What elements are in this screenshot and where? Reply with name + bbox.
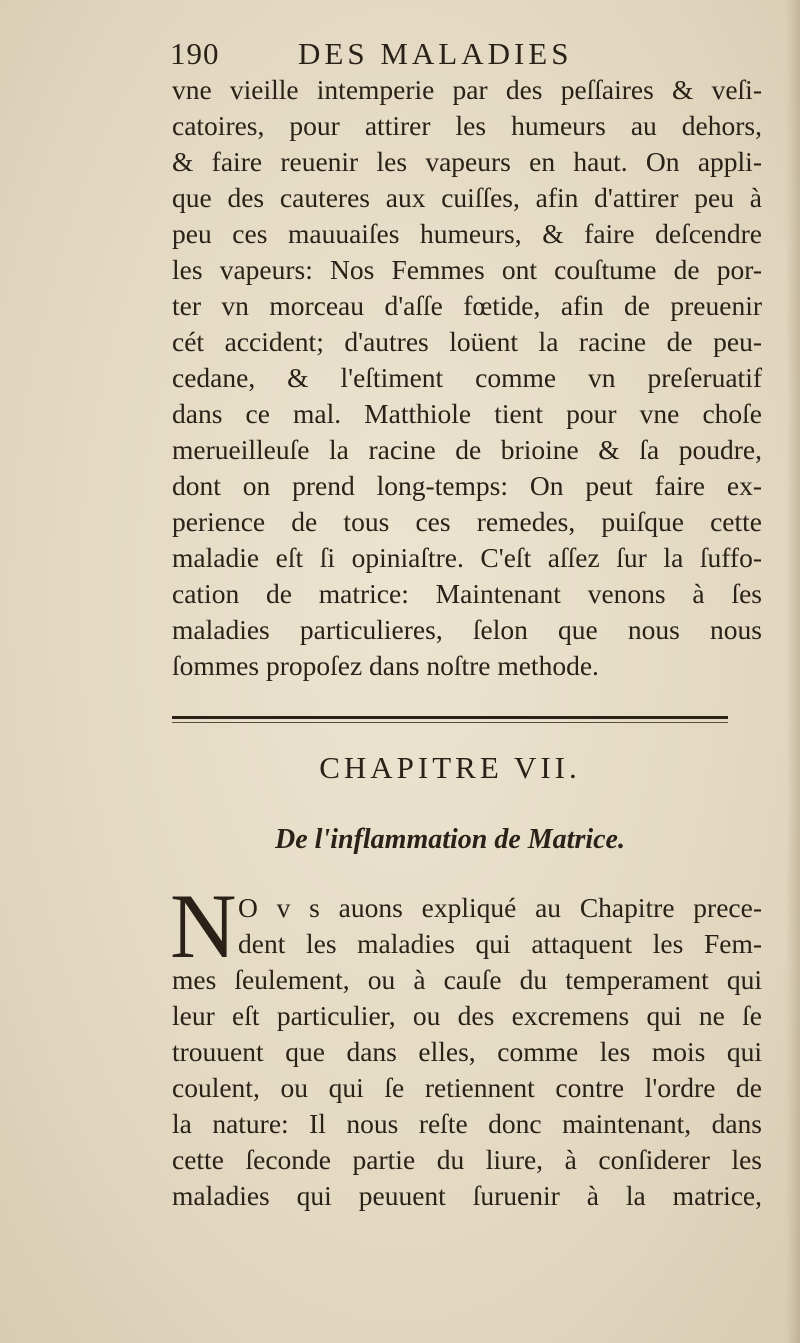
text-line: dent les maladies qui attaquent les Fem- [238,928,762,959]
text-line: vne vieille intemperie par des peſſaires & veſi- [172,74,762,105]
text-line: mes ſeulement, ou à cauſe du temperament qui [172,964,762,995]
text-line: ter vn morceau d'aſſe fœtide, afin de preuenir [172,290,762,321]
text-line: cedane, & l'eſtiment comme vn preſeruatif [172,362,762,393]
text-line: que des cauteres aux cuiſſes, afin d'attirer peu à [172,182,762,213]
chapter-text [172,890,762,1214]
text-line: dans ce mal. Matthiole tient pour vne choſe [172,398,762,429]
text-line: cét accident; d'autres loüent la racine de peu- [172,326,762,357]
text-line: maladies particulieres, ſelon que nous nous [172,614,762,645]
text-line: cation de matrice: Maintenant venons à ſes [172,578,762,609]
chapter-heading: CHAPITRE VII. [319,750,581,785]
text-line: maladies qui peuuent ſuruenir à la matrice, [172,1180,762,1211]
text-line: trouuent que dans elles, comme les mois qui [172,1036,762,1067]
text-line: les vapeurs: Nos Femmes ont couſtume de por- [172,254,762,285]
text-line: perience de tous ces remedes, puiſque cette [172,506,762,537]
text-line: O v s auons expliqué au Chapitre prece- [238,892,762,923]
text-line: catoires, pour attirer les humeurs au dehors, [172,110,762,141]
text-line: coulent, ou qui ſe retiennent contre l'ordre de [172,1072,762,1103]
chapter-subtitle: De l'inflammation de Matrice. [275,824,625,855]
drop-cap: N [170,875,237,977]
text-line: maladie eſt ſi opiniaſtre. C'eſt aſſez ſur la ſuffo- [172,542,762,573]
chapter-divider-thin [172,722,728,723]
page-edge-shadow [786,0,800,1343]
page-header [170,34,770,74]
text-line: merueilleuſe la racine de brioine & ſa poudre, [172,434,762,465]
text-line: ſommes propoſez dans noſtre methode. [172,650,599,681]
text-line: leur eſt particulier, ou des excremens qui ne ſe [172,1000,762,1031]
text-line: la nature: Il nous reſte donc maintenant, dans [172,1108,762,1139]
chapter-divider [172,716,728,719]
text-line: dont on prend long-temps: On peut faire ex- [172,470,762,501]
text-line: & faire reuenir les vapeurs en haut. On appli- [172,146,762,177]
text-line: cette ſeconde partie du liure, à conſiderer les [172,1144,762,1175]
running-title: DES MALADIES [298,36,573,71]
page-number: 190 [170,36,220,71]
body-text [172,72,762,684]
text-line: peu ces mauuaiſes humeurs, & faire deſcendre [172,218,762,249]
